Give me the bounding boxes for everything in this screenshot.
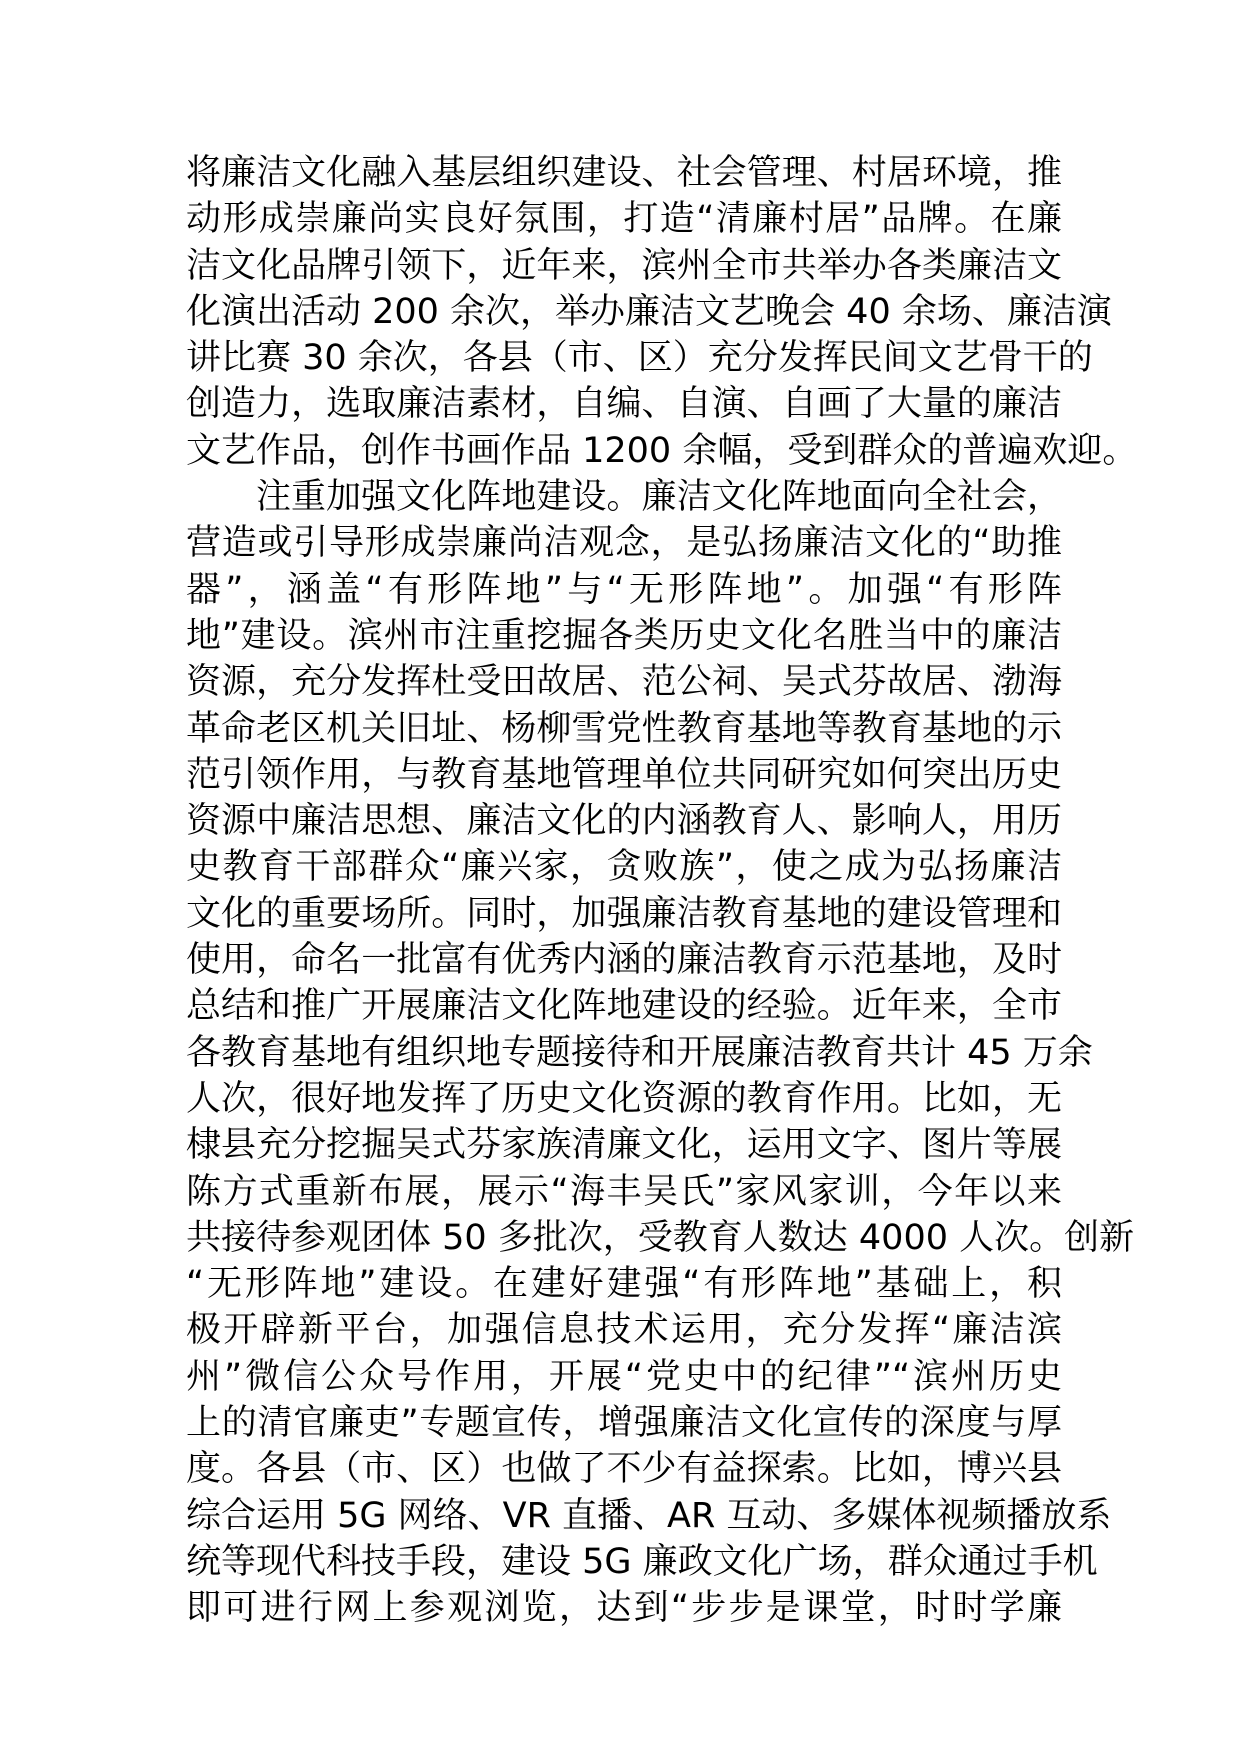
text-line: 各教育基地有组织地专题接待和开展廉洁教育共计 45 万余 (186, 1032, 1093, 1073)
text-line: 总结和推广开展廉洁文化阵地建设的经验。近年来，全市 (186, 986, 1062, 1027)
text-line: 人次，很好地发挥了历史文化资源的教育作用。比如，无 (186, 1078, 1062, 1119)
text-line: 讲比赛 30 余次，各县（市、区）充分发挥民间文艺骨干的 (186, 338, 1093, 379)
text-line: 地”建设。滨州市注重挖掘各类历史文化名胜当中的廉洁 (186, 615, 1062, 656)
text-line: 共接待参观团体 50 多批次，受教育人数达 4000 人次。创新 (186, 1217, 1135, 1258)
text-line: 资源，充分发挥杜受田故居、范公祠、吴式芬故居、渤海 (186, 662, 1062, 703)
text-line: 将廉洁文化融入基层组织建设、社会管理、村居环境，推 (186, 153, 1062, 193)
document-body (186, 150, 1138, 1632)
text-line: 综合运用 5G 网络、VR 直播、AR 互动、多媒体视频播放系 (186, 1495, 1112, 1536)
text-line: 器”，涵盖“有形阵地”与“无形阵地”。加强“有形阵 (186, 569, 1062, 610)
text-line: 创造力，选取廉洁素材，自编、自演、自画了大量的廉洁 (186, 384, 1062, 425)
text-line: 统等现代科技手段，建设 5G 廉政文化广场，群众通过手机 (186, 1541, 1098, 1582)
text-line: 棣县充分挖掘吴式芬家族清廉文化，运用文字、图片等展 (186, 1125, 1062, 1166)
paragraph-start-line: 注重加强文化阵地建设。廉洁文化阵地面向全社会， (256, 477, 1062, 518)
text-line: 文化的重要场所。同时，加强廉洁教育基地的建设管理和 (186, 893, 1062, 934)
text-line: 革命老区机关旧址、杨柳雪党性教育基地等教育基地的示 (186, 708, 1062, 749)
text-line: 州”微信公众号作用，开展“党史中的纪律”“滨州历史 (186, 1356, 1062, 1397)
text-line: 史教育干部群众“廉兴家，贪败族”，使之成为弘扬廉洁 (186, 847, 1062, 888)
text-line: 上的清官廉吏”专题宣传，增强廉洁文化宣传的深度与厚 (186, 1403, 1062, 1444)
text-line: 资源中廉洁思想、廉洁文化的内涵教育人、影响人，用历 (186, 801, 1062, 842)
text-line: 文艺作品，创作书画作品 1200 余幅，受到群众的普遍欢迎。 (186, 430, 1138, 471)
text-line: 即可进行网上参观浏览，达到“步步是课堂，时时学廉 (186, 1588, 1062, 1629)
text-line: 营造或引导形成崇廉尚洁观念，是弘扬廉洁文化的“助推 (186, 523, 1062, 564)
text-line: 使用，命名一批富有优秀内涵的廉洁教育示范基地，及时 (186, 940, 1062, 981)
text-line: 动形成崇廉尚实良好氛围，打造“清廉村居”品牌。在廉 (186, 199, 1062, 240)
text-line: 化演出活动 200 余次，举办廉洁文艺晚会 40 余场、廉洁演 (186, 291, 1112, 332)
text-line: “无形阵地”建设。在建好建强“有形阵地”基础上，积 (186, 1264, 1062, 1305)
text-line: 陈方式重新布展，展示“海丰吴氏”家风家训，今年以来 (186, 1171, 1062, 1212)
text-line: 度。各县（市、区）也做了不少有益探索。比如，博兴县 (186, 1449, 1062, 1490)
text-line: 范引领作用，与教育基地管理单位共同研究如何突出历史 (186, 754, 1062, 795)
text-line: 极开辟新平台，加强信息技术运用，充分发挥“廉洁滨 (186, 1310, 1062, 1351)
text-line: 洁文化品牌引领下，近年来，滨州全市共举办各类廉洁文 (186, 245, 1062, 286)
